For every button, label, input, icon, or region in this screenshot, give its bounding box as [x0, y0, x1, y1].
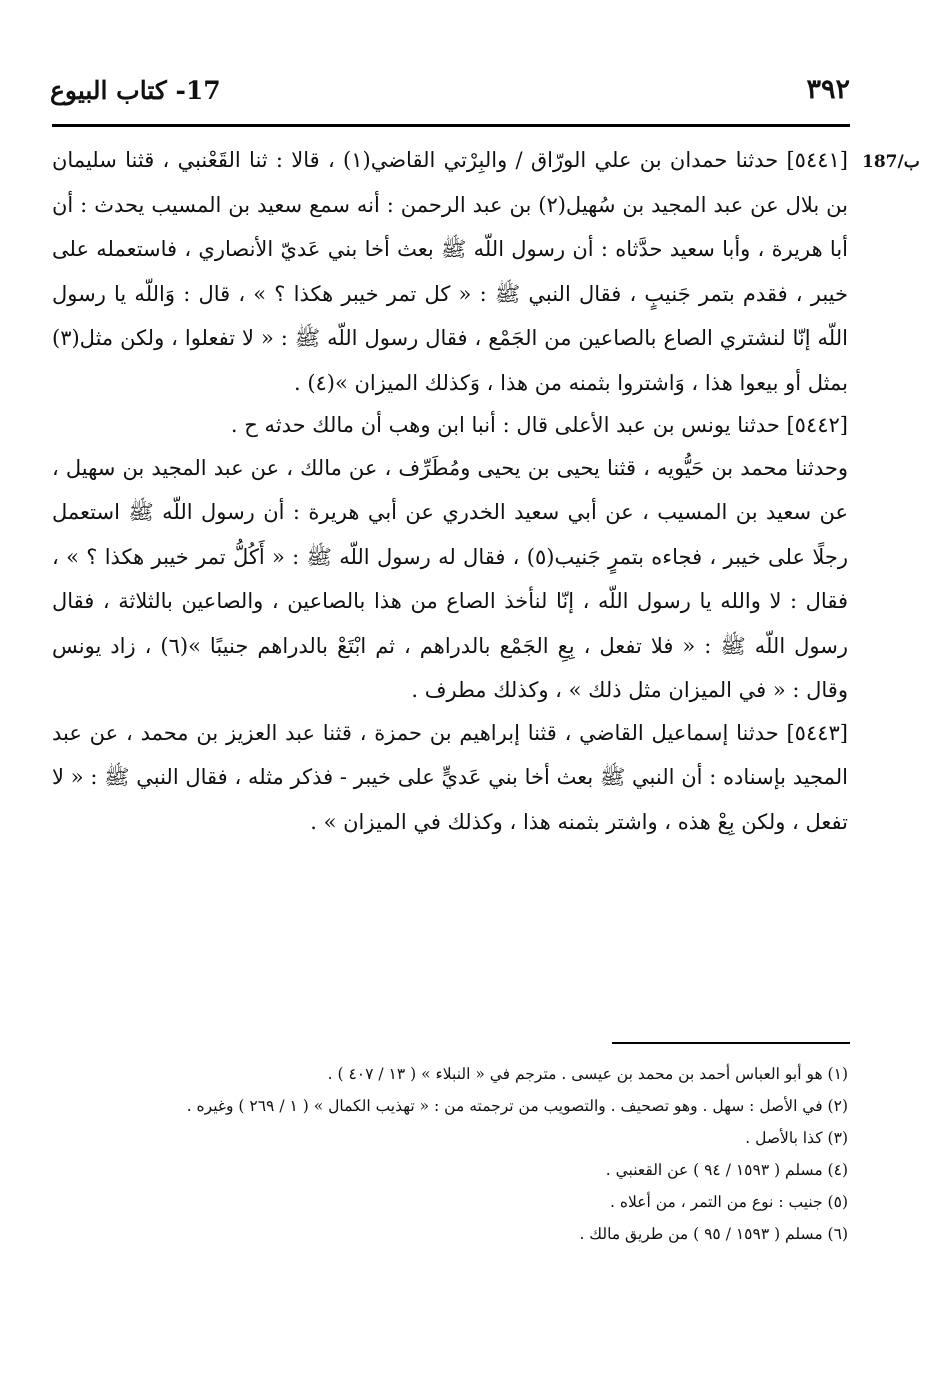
hadith-5443: [٥٤٤٣] حدثنا إسماعيل القاضي ، قثنا إبراهيم بن حمزة ، قثنا عبد العزيز بن محمد ، عن عبد المجيد بإسناده : أن النبي ﷺ بعث أخا بني عَديٍّ على خيبر - فذكر مثله ، فقال النبي ﷺ : « لا تفعل ، ولكن بِعْ هذه ، واشتر بثمنه هذا ، وكذلك في الميزان » .: [52, 720, 848, 834]
manuscript-folio-note: 187/ب: [862, 152, 920, 172]
footnote-4: (٤) مسلم ( ١٥٩٣ / ٩٤ ) عن القعنبي .: [605, 1161, 848, 1179]
footnote-2: (٢) في الأصل : سهل . وهو تصحيف . والتصويب من ترجمته من : « تهذيب الكمال » ( ١ / ٢٦٩ ) وغيره .: [186, 1097, 848, 1115]
footnotes: [52, 1058, 848, 1250]
hadith-5441: [٥٤٤١] حدثنا حمدان بن علي الورّاق / والبِرْتي القاضي(١) ، قالا : ثنا القَعْنبي ، قثنا سليمان بن بلال عن عبد المجيد بن سُهيل(٢) بن عبد الرحمن : أنه سمع سعيد بن المسيب يحدث : أن أبا هريرة ، وأبا سعيد حدَّثاه : أن رسول اللّه ﷺ بعث أخا بني عَديّ الأنصاري ، فاستعمله على خيبر ، فقدم بتمر جَنيبٍ ، فقال النبي ﷺ : « كل تمر خيبر هكذا ؟ » ، قال : وَاللّه يا رسول اللّه إنّا لنشتري الصاع بالصاعين من الجَمْع ، فقال رسول اللّه ﷺ : « لا تفعلوا ، ولكن مثل(٣) بمثل أو بيعوا هذا ، وَاشتروا بثمنه من هذا ، وَكذلك الميزان »(٤) .: [52, 148, 848, 395]
main-text: [52, 138, 848, 844]
page-number: ٣٩٢: [806, 74, 850, 105]
footnote-3: (٣) كذا بالأصل .: [745, 1129, 848, 1147]
page-header: [50, 70, 850, 114]
header-rule: [52, 124, 850, 127]
hadith-5442: [٥٤٤٢] حدثنا يونس بن عبد الأعلى قال : أنبا ابن وهب أن مالك حدثه ح .: [230, 413, 848, 437]
hadith-5442-second-chain: وحدثنا محمد بن حَيُّويه ، قثنا يحيى بن يحيى ومُطَرِّف ، عن مالك ، عن عبد المجيد بن سهيل ، عن سعيد بن المسيب ، عن أبي سعيد الخدري عن أبي هريرة : أن رسول اللّه ﷺ استعمل رجلًا على خيبر ، فجاءه بتمرٍ جَنيب(٥) ، فقال له رسول اللّه ﷺ : « أَكُلُّ تمر خيبر هكذا ؟ » ، فقال : لا والله يا رسول اللّه ، إنّا لنأخذ الصاع من هذا بالصاعين ، والصاعين بالثلاثة ، فقال رسول اللّه ﷺ : « فلا تفعل ، بِعِ الجَمْع بالدراهم ، ثم ابْتَعْ بالدراهم جنيبًا »(٦) ، زاد يونس وقال : « في الميزان مثل ذلك » ، وكذلك مطرف .: [52, 455, 848, 702]
footnote-6: (٦) مسلم ( ١٥٩٣ / ٩٥ ) من طريق مالك .: [579, 1225, 848, 1243]
footnote-5: (٥) جنيب : نوع من التمر ، من أعلاه .: [609, 1193, 848, 1211]
chapter-title: 17- كتاب البيوع: [50, 76, 221, 105]
footnote-separator: [612, 1042, 850, 1044]
footnote-1: (١) هو أبو العباس أحمد بن محمد بن عيسى . مترجم في « النبلاء » ( ١٣ / ٤٠٧ ) .: [327, 1065, 848, 1083]
